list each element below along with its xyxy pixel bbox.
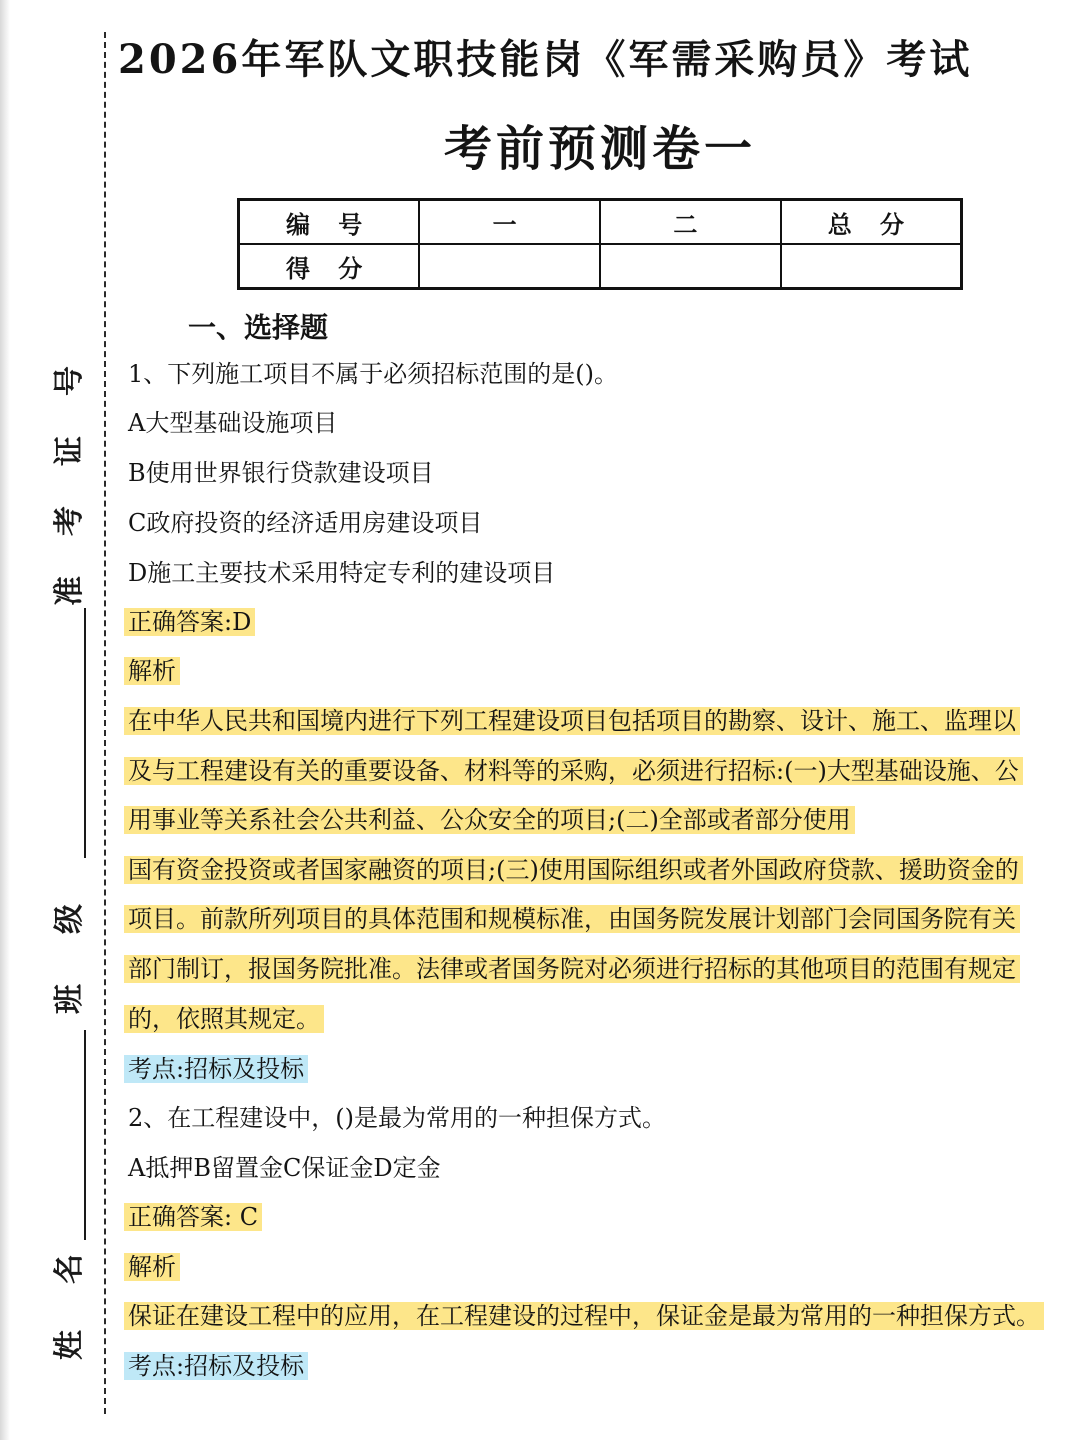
question-2-analysis-label: 解析 [124,1253,180,1281]
question-1-analysis-line: 的，依照其规定。 [124,1005,324,1033]
question-1-answer: 正确答案:D [124,608,255,636]
score-table-row-label: 得 分 [239,244,420,289]
binding-cut-line [104,32,106,1414]
question-2-analysis-line: 保证在建设工程中的应用，在工程建设的过程中，保证金是最为常用的一种担保方式。 [124,1302,1044,1330]
score-table [237,198,963,290]
question-2-answer: 正确答案: C [124,1203,262,1231]
class-label: 级 班 [52,904,87,1014]
question-1-analysis-label: 解析 [124,657,180,685]
score-cell [781,244,962,289]
section-heading: 一、选择题 [188,311,329,344]
question-1-analysis-line: 部门制订，报国务院批准。法律或者国务院对必须进行招标的其他项目的范围有规定 [124,955,1020,983]
question-1-analysis-line: 用事业等关系社会公共利益、公众安全的项目;(二)全部或者部分使用 [124,806,855,834]
question-1-analysis-line: 国有资金投资或者国家融资的项目;(三)使用国际组织或者外国政府贷款、援助资金的 [124,856,1023,884]
question-1-stem: 1、下列施工项目不属于必须招标范围的是()。 [128,360,618,388]
question-1-option-a: A大型基础设施项目 [128,409,338,437]
question-1-analysis-line: 在中华人民共和国境内进行下列工程建设项目包括项目的勘察、设计、施工、监理以 [124,707,1020,735]
exam-title: 2026年军队文职技能岗《军需采购员》考试 [118,36,973,83]
exam-id-label: 号 证 考 准 [52,366,87,606]
class-blank-line [84,1030,86,1240]
question-1-option-d: D施工主要技术采用特定专利的建设项目 [128,559,556,587]
score-cell [600,244,781,289]
question-1-analysis-line: 项目。前款所列项目的具体范围和规模标准，由国务院发展计划部门会同国务院有关 [124,905,1020,933]
question-2-options: A抵押B留置金C保证金D定金 [128,1154,441,1182]
question-2-key-point: 考点:招标及投标 [124,1352,308,1380]
score-table-header-cell: 编 号 [239,200,420,245]
score-table-score-row [239,244,962,289]
page-fold-shadow [0,0,10,1440]
score-table-header-cell: 二 [600,200,781,245]
exam-subtitle: 考前预测卷一 [443,121,756,177]
question-2-stem: 2、在工程建设中，()是最为常用的一种担保方式。 [128,1104,666,1132]
score-table-header-row [239,200,962,245]
score-cell [419,244,600,289]
score-table-header-cell: 一 [419,200,600,245]
question-1-key-point: 考点:招标及投标 [124,1055,308,1083]
question-1-option-b: B使用世界银行贷款建设项目 [128,459,434,487]
question-1-option-c: C政府投资的经济适用房建设项目 [128,509,483,537]
name-label: 名 姓 [52,1254,87,1360]
question-1-analysis-line: 及与工程建设有关的重要设备、材料等的采购，必须进行招标:(一)大型基础设施、公 [124,757,1023,785]
score-table-header-cell: 总 分 [781,200,962,245]
exam-id-blank-line [84,608,86,858]
